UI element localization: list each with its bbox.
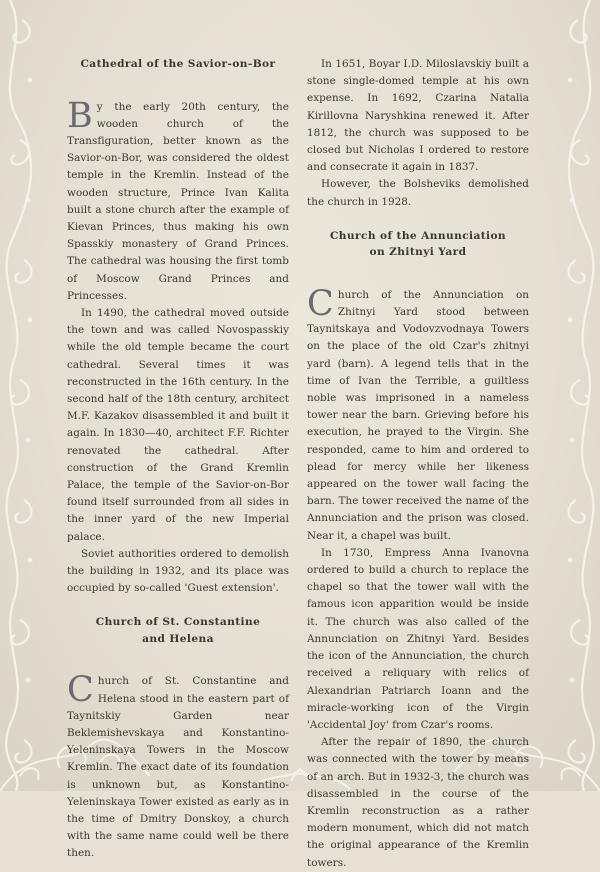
paragraph: Church of St. Constantine and Helena stood in the eastern part of Taynitskiy Garden near Beklemishevskaya and Konstantino-Yeleninskaya Towers in the Moscow Kremlin. The exact date of its foundation is unknown but, as Konstantino-Yeleninskaya Tower existed as early as in the time of Dmitry Donskoy, a church with the same name could well be there then. xyxy=(67,670,289,860)
drop-cap: C xyxy=(67,670,94,711)
paragraph: In 1490, the cathedral moved outside the town and was called Novospasskiy while the old temple became the court cathedral. Several times it was reconstructed in the 16th century. In the second half of the 18th century, architect M.F. Kazakov disassembled it and built it again. In 1830—40, architect F.F. Richter renovated the cathedral. After construction of the Grand Kremlin Palace, the temple of the Savior-on-Bor found itself surrounded from all sides in the inner yard of the new Imperial palace. xyxy=(67,306,289,543)
paragraph: Soviet authorities ordered to demolish the building in 1932, and its place was occupied by so-called 'Guest extension'. xyxy=(67,547,289,595)
heading-constantine-helena: Church of St. Constantine and Helena xyxy=(95,616,261,645)
paragraph: However, the Bolsheviks demolished the church in 1928. xyxy=(307,178,529,208)
left-ornament-border xyxy=(0,0,46,791)
paragraph: By the early 20th century, the wooden church of the Transfiguration, better known as the Savior-on-Bor, was considered the oldest temple in the Kremlin. Instead of the wooden structure, Prince Ivan Kalita built a stone church after the example of Kievan Princes, thus making his own Spasskiy monastery of Grand Princes. The cathedral was housing the first tomb of Moscow Grand Princes and Princesses. xyxy=(67,95,289,302)
paragraph: Church of the Annunciation on Zhitnyi Yard stood between Taynitskaya and Vodovzvodnaya Towers on the place of the old Czar's zhitnyi yard (barn). A legend tells that in the time of Ivan the Terrible, a guiltless noble was imprisoned in a nameless tower near the barn. Grieving before his execution, he prayed to the Virgin. She responded, came to him and ordered to plead for mercy while her likeness appeared on the tower wall facing the barn. The tower received the name of the Annunciation and the prison was closed. Near it, a chapel was built. xyxy=(307,283,529,542)
right-column xyxy=(307,56,529,872)
left-column xyxy=(67,56,289,863)
heading-savior-on-bor: Cathedral of the Savior-on-Bor xyxy=(80,58,276,70)
drop-cap: C xyxy=(307,283,334,324)
drop-cap: B xyxy=(67,95,93,136)
paragraph: After the repair of 1890, the church was connected with the tower by means of an arch. But in 1932-3, the church was disassembled in the course of the Kremlin reconstruction as a rather modern monument, which did not match the original appearance of the Kremlin towers. xyxy=(307,736,529,869)
paragraph: In 1730, Empress Anna Ivanovna ordered to build a church to replace the chapel so that the tower wall with the famous icon apparition would be inside it. The church was also called of the Annunciation on Zhitnyi Yard. Besides the icon of the Annunciation, the church received a reliquary with relics of Alexandrian Patriarch Ioann and the miracle-working icon of the Virgin 'Accidental Joy' from Czar's rooms. xyxy=(307,546,529,731)
right-ornament-border xyxy=(554,0,600,791)
heading-annunciation: Church of the Annunciation on Zhitnyi Yard xyxy=(329,229,507,259)
paragraph: In 1651, Boyar I.D. Miloslavskiy built a stone single-domed temple at his own expense. In 1692, Czarina Natalia Kirillovna Naryshkina renewed it. After 1812, the church was supposed to be closed but Nicholas I ordered to restore and consecrate it again in 1837. xyxy=(307,58,529,174)
